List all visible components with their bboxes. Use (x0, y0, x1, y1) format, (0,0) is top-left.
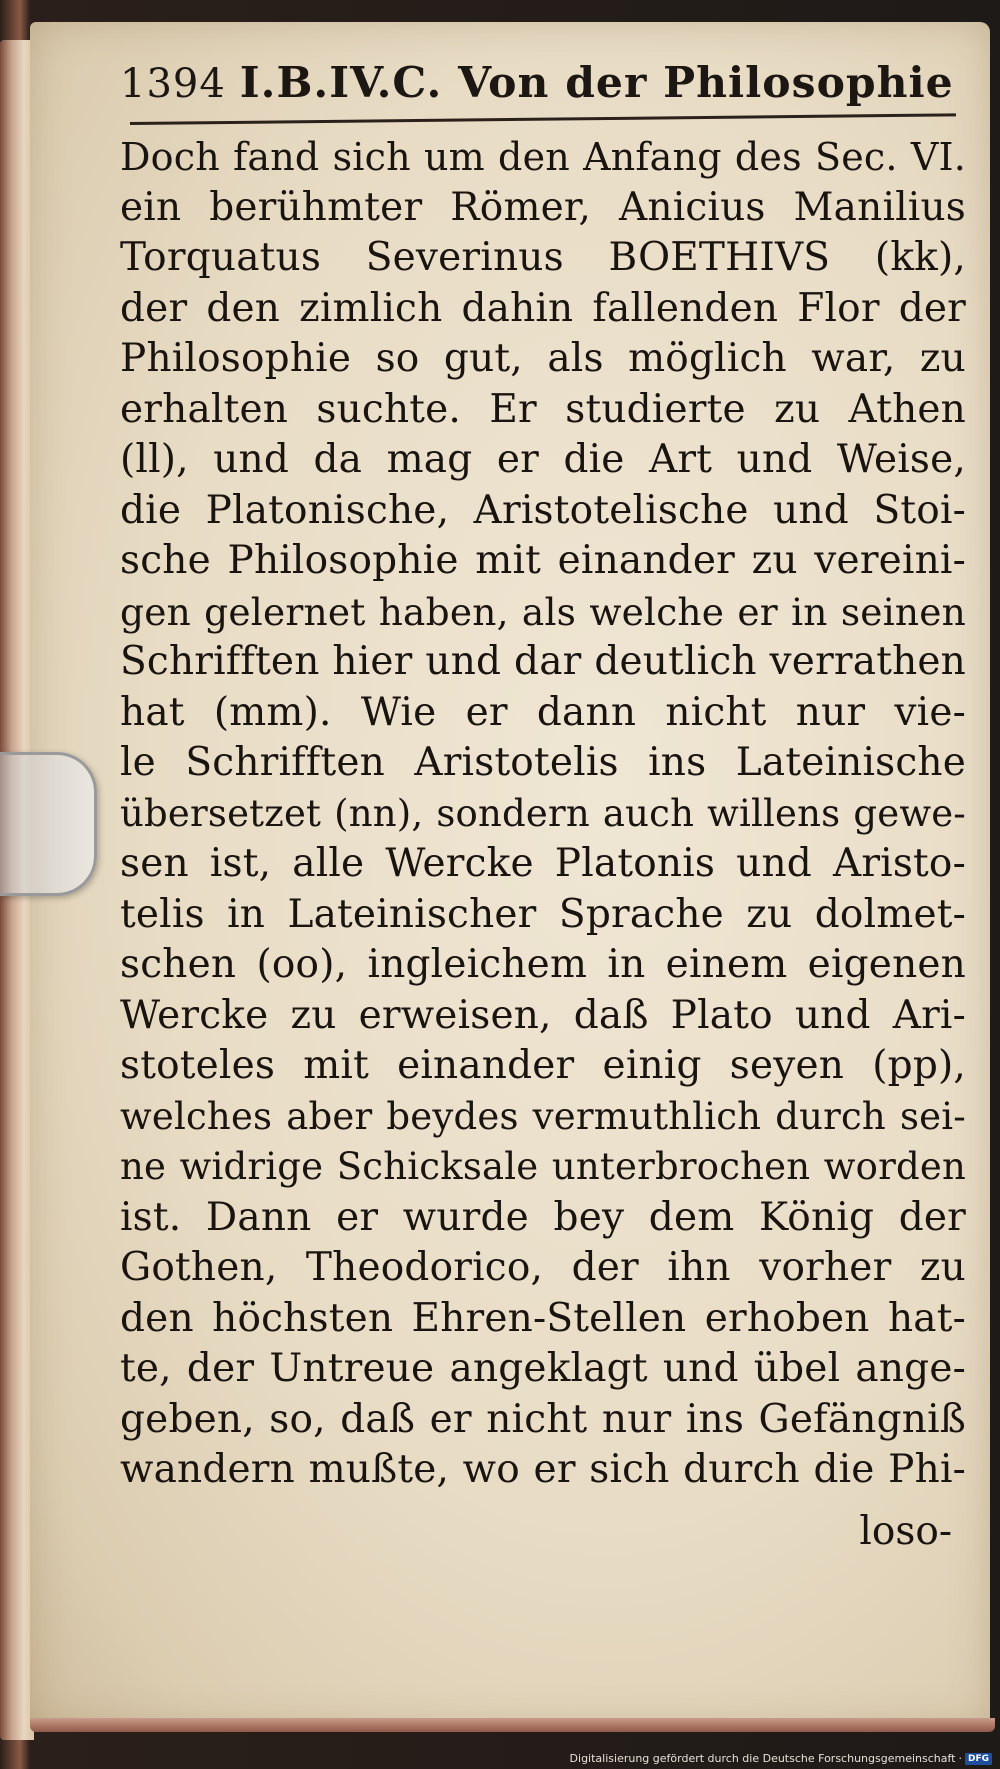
text-line: Wercke zu erweisen, daß Plato und Ari- (120, 992, 966, 1038)
running-head: I.B.IV.C. Von der Philosophie (239, 58, 954, 108)
text-line: Philosophie so gut, als möglich war, zu (120, 336, 966, 381)
page-number: 1394 (120, 61, 226, 107)
catchword: loso- (859, 1509, 952, 1554)
text-line: sen ist, alle Wercke Platonis und Aristo- (120, 841, 966, 886)
text-line: übersetzet (nn), sondern auch willens gewe- (120, 791, 966, 835)
text-line: Gothen, Theodorico, der ihn vorher zu (120, 1245, 966, 1290)
text-line: telis in Lateinischer Sprache zu dolmet- (120, 891, 966, 937)
text-line: schen (oo), ingleichem in einem eigenen (120, 942, 966, 987)
text-line: gen gelernet haben, als welche er in seinen (120, 589, 966, 634)
text-line: geben, so, daß er nicht nur ins Gefängniß (120, 1396, 966, 1442)
digitization-footer (570, 1752, 992, 1765)
dfg-logo: DFG (965, 1753, 992, 1765)
text-line: den höchsten Ehren-Stellen erhoben hat- (120, 1295, 966, 1341)
body-text (120, 132, 966, 1496)
text-line: (ll), und da mag er die Art und Weise, (120, 437, 966, 482)
text-line: die Platonische, Aristotelische und Stoi- (120, 487, 966, 533)
text-line: hat (mm). Wie er dann nicht nur vie- (120, 689, 966, 735)
text-line: wandern mußte, wo er sich durch die Phi- (120, 1447, 966, 1492)
page-bottom-edge (30, 1718, 995, 1732)
footer-separator: · (958, 1752, 962, 1765)
text-line: le Schrifften Aristotelis ins Lateinische (120, 740, 966, 785)
text-line: erhalten suchte. Er studierte zu Athen (120, 386, 966, 432)
text-line: welches aber beydes vermuthlich durch sei- (120, 1094, 966, 1138)
text-line: ein berühmter Römer, Anicius Manilius (120, 184, 966, 230)
text-line: sche Philosophie mit einander zu vereini- (120, 538, 966, 583)
text-line: Torquatus Severinus BOETHIVS (kk), (120, 235, 966, 280)
text-line: Doch fand sich um den Anfang des Sec. VI. (120, 135, 966, 179)
text-line: stoteles mit einander einig seyen (pp), (120, 1043, 966, 1088)
page-clip (0, 752, 97, 896)
text-line: ne widrige Schicksale unterbrochen worden (120, 1145, 966, 1188)
text-line: ist. Dann er wurde bey dem König der (120, 1194, 966, 1240)
text-line: te, der Untreue angeklagt und übel ange- (120, 1346, 966, 1391)
text-line: Schrifften hier und dar deutlich verrathen (120, 639, 966, 684)
footer-credit: Digitalisierung gefördert durch die Deutsche Forschungsgemeinschaft (569, 1752, 956, 1765)
text-line: der den zimlich dahin fallenden Flor der (120, 285, 966, 331)
